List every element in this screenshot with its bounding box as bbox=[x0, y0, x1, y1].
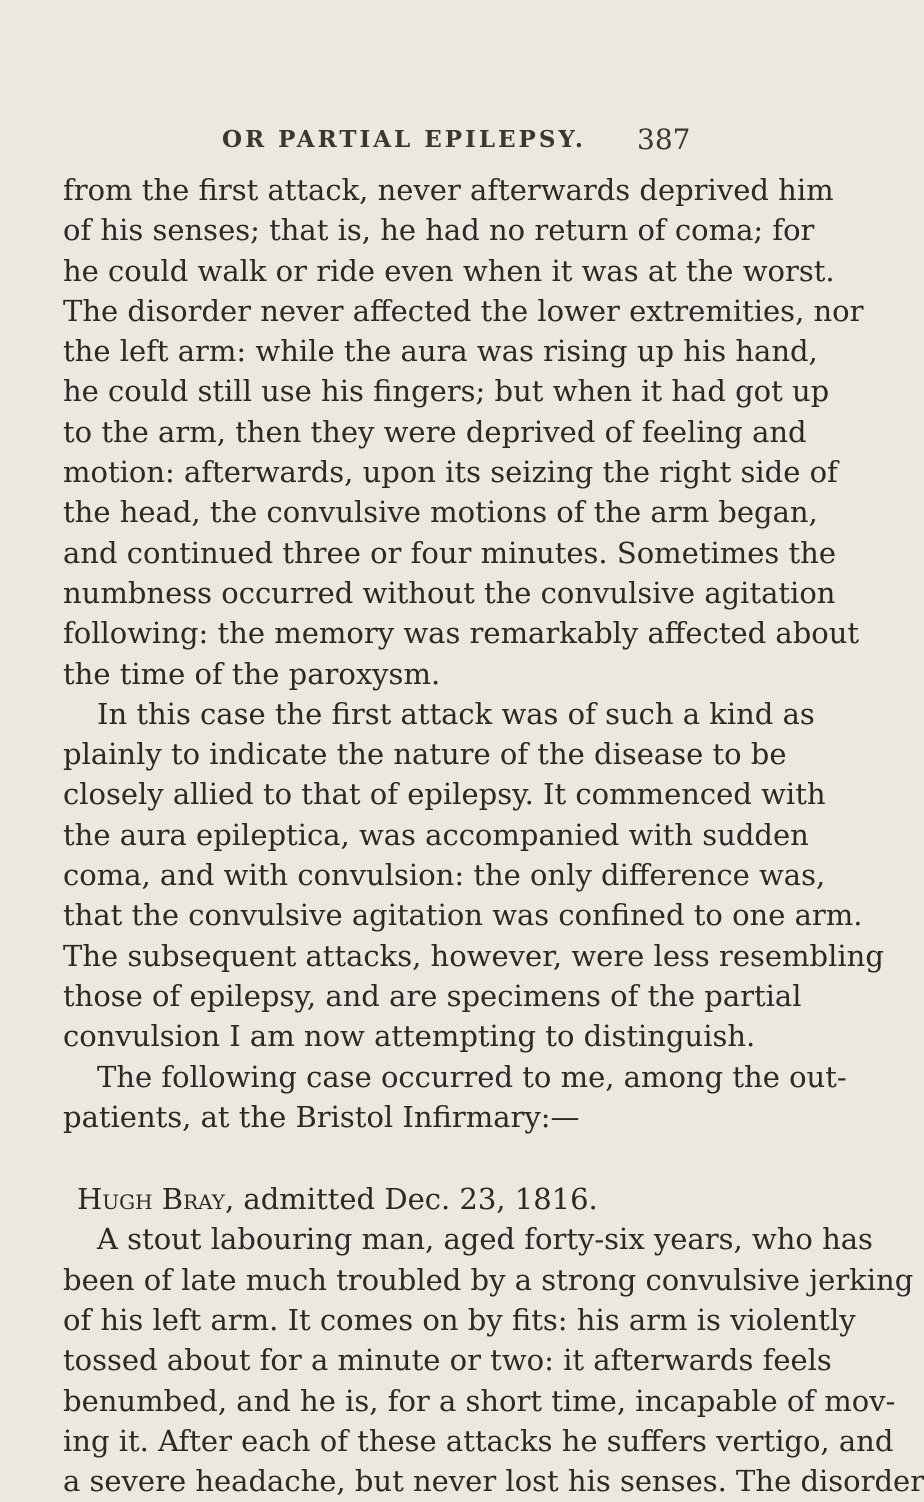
text-line: that the convulsive agitation was confined to one arm. bbox=[63, 898, 863, 933]
page-number: 387 bbox=[637, 123, 691, 156]
text-line: the left arm: while the aura was rising up his hand, bbox=[63, 334, 818, 369]
text-line: motion: afterwards, upon its seizing the right side of bbox=[63, 455, 838, 490]
text-line: coma, and with convulsion: the only difference was, bbox=[63, 858, 826, 893]
text-line: patients, at the Bristol Infirmary:— bbox=[63, 1099, 580, 1134]
text-line: the head, the convulsive motions of the arm began, bbox=[63, 495, 818, 530]
text-line: he could still use his fingers; but when it had got up bbox=[63, 374, 830, 409]
text-line: numbness occurred without the convulsive agitation bbox=[63, 575, 836, 610]
patient-name: Hugh Bray bbox=[77, 1182, 225, 1217]
paragraph-3 bbox=[63, 1057, 847, 1138]
text-line: he could walk or ride even when it was at the worst. bbox=[63, 253, 835, 288]
running-head: OR PARTIAL EPILEPSY. bbox=[222, 126, 586, 153]
text-line: The disorder never affected the lower extremities, nor bbox=[63, 293, 864, 328]
paragraph-1 bbox=[63, 170, 864, 694]
text-line: the time of the paroxysm. bbox=[63, 656, 441, 691]
text-line: from the first attack, never afterwards deprived him bbox=[63, 173, 834, 207]
text-line: tossed about for a minute or two: it afterwards feels bbox=[63, 1343, 832, 1378]
text-line: to the arm, then they were deprived of feeling and bbox=[63, 414, 807, 449]
text-line: benumbed, and he is, for a short time, incapable of mov- bbox=[63, 1383, 896, 1418]
admission-date: , admitted Dec. 23, 1816. bbox=[225, 1182, 598, 1217]
text-line: The subsequent attacks, however, were less resembling bbox=[63, 938, 884, 973]
text-line: those of epilepsy, and are specimens of the partial bbox=[63, 978, 802, 1013]
text-line: and continued three or four minutes. Sometimes the bbox=[63, 535, 837, 570]
text-line: convulsion I am now attempting to distinguish. bbox=[63, 1019, 756, 1054]
text-line: been of late much troubled by a strong convulsive jerking bbox=[63, 1262, 914, 1297]
text-line: following: the memory was remarkably affected about bbox=[63, 616, 860, 651]
text-line: closely allied to that of epilepsy. It commenced with bbox=[63, 777, 826, 812]
text-line: In this case the first attack was of such a kind as bbox=[97, 696, 815, 731]
case-heading bbox=[63, 1179, 723, 1219]
text-line: the aura epileptica, was accompanied with sudden bbox=[63, 817, 809, 852]
paragraph-2 bbox=[63, 694, 884, 1057]
text-line: of his left arm. It comes on by fits: his arm is violently bbox=[63, 1303, 856, 1338]
paragraph-4 bbox=[63, 1219, 924, 1501]
text-line: plainly to indicate the nature of the disease to be bbox=[63, 737, 787, 772]
page-header bbox=[0, 123, 800, 166]
body-text bbox=[63, 170, 924, 1502]
text-line: a severe headache, but never lost his senses. The disorder bbox=[63, 1464, 924, 1499]
text-line: of his senses; that is, he had no return of coma; for bbox=[63, 213, 815, 248]
text-line: The following case occurred to me, among the out- bbox=[97, 1059, 847, 1094]
text-line: ing it. After each of these attacks he suffers vertigo, and bbox=[63, 1423, 894, 1458]
text-line: A stout labouring man, aged forty-six years, who has bbox=[97, 1222, 873, 1257]
section-gap bbox=[63, 1137, 723, 1179]
